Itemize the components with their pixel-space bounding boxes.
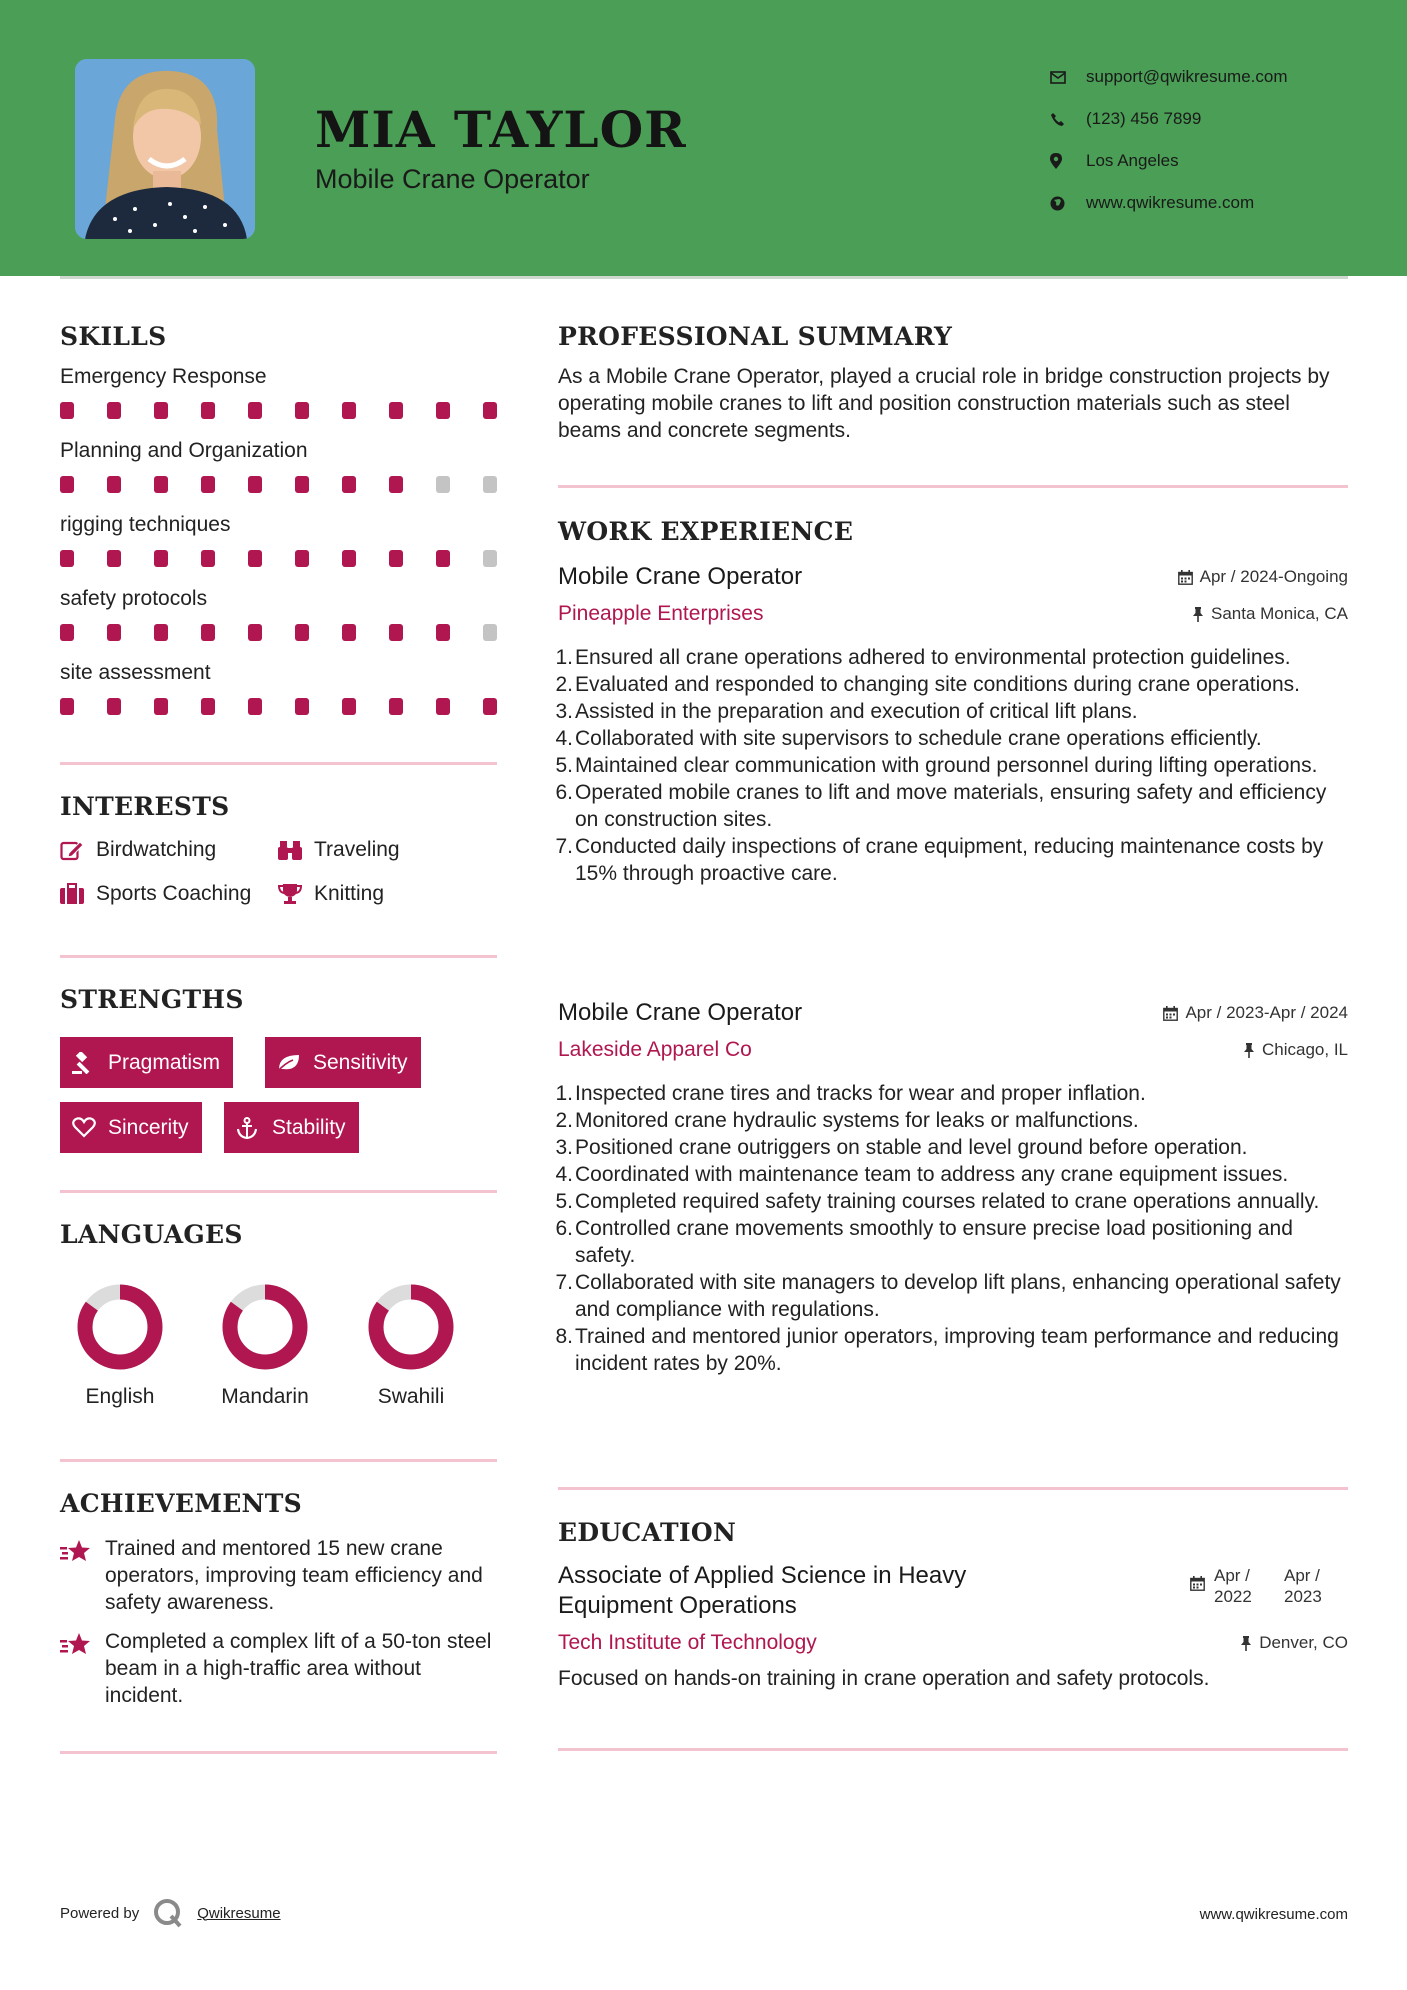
job-bullet — [555, 671, 1348, 698]
job-dates-text: Apr / 2024-Ongoing — [1199, 567, 1348, 586]
rating-dot-filled — [483, 402, 497, 419]
bullet-number: 4. — [555, 1163, 573, 1186]
calendar-icon — [1178, 570, 1193, 585]
section-divider — [558, 1748, 1348, 1751]
rating-dot-filled — [483, 698, 497, 715]
contact-phone[interactable] — [1050, 98, 1288, 140]
rating-dot-filled — [154, 550, 168, 567]
education-dates — [1190, 1565, 1326, 1607]
calendar-icon — [1163, 1006, 1178, 1021]
language-donut — [221, 1283, 309, 1371]
rating-dot-filled — [60, 402, 74, 419]
footer-url[interactable]: www.qwikresume.com — [1199, 1906, 1348, 1923]
rating-dot-filled — [389, 698, 403, 715]
interest-item — [60, 838, 216, 862]
bullet-text: Positioned crane outriggers on stable and level ground before operation. — [575, 1136, 1248, 1159]
rating-dot-filled — [201, 476, 215, 493]
header-banner — [0, 0, 1407, 276]
bullet-number: 6. — [555, 781, 573, 804]
rating-dot-filled — [60, 476, 74, 493]
calendar-icon — [1190, 1576, 1205, 1596]
star-icon — [60, 1535, 105, 1616]
skill-name: site assessment — [60, 661, 211, 684]
bullet-number: 1. — [555, 646, 573, 669]
skills-heading: SKILLS — [60, 322, 167, 351]
briefcase-icon — [60, 883, 96, 905]
contact-phone-text: (123) 456 7899 — [1086, 109, 1202, 128]
strength-badge — [60, 1102, 202, 1153]
language-name: English — [85, 1385, 155, 1408]
interest-label: Knitting — [314, 882, 385, 905]
rating-dot-filled — [248, 624, 262, 641]
rating-dot-filled — [295, 698, 309, 715]
education-text: Focused on hands-on training in crane operation and safety protocols. — [558, 1667, 1210, 1690]
skill-rating — [60, 691, 497, 735]
job-bullet — [555, 1107, 1348, 1134]
job-bullet — [555, 833, 1348, 887]
bullet-text: Ensured all crane operations adhered to environmental protection guidelines. — [575, 646, 1291, 669]
achievement-item — [60, 1535, 497, 1616]
rating-dot-filled — [201, 624, 215, 641]
phone-icon — [1050, 109, 1086, 129]
bullet-text: Controlled crane movements smoothly to ensure precise load positioning and safety. — [575, 1217, 1293, 1267]
education-entry — [558, 1561, 1348, 1692]
rating-dot-filled — [201, 550, 215, 567]
strengths-section — [60, 985, 497, 1014]
bullet-text: Monitored crane hydraulic systems for leaks or malfunctions. — [575, 1109, 1139, 1132]
education-end: Apr / 2023 — [1284, 1566, 1322, 1606]
qwikresume-link[interactable]: Qwikresume — [197, 1904, 281, 1922]
languages-heading: LANGUAGES — [60, 1220, 243, 1249]
job-bullets — [555, 1080, 1348, 1377]
summary-heading: PROFESSIONAL SUMMARY — [558, 322, 953, 351]
bullet-text: Maintained clear communication with ground personnel during lifting operations. — [575, 754, 1318, 777]
section-divider — [558, 1487, 1348, 1490]
rating-dot-empty — [483, 476, 497, 493]
section-divider — [60, 1751, 497, 1754]
skills-list — [60, 365, 497, 735]
skill-name: Planning and Organization — [60, 439, 308, 462]
section-divider — [60, 955, 497, 958]
rating-dot-filled — [248, 402, 262, 419]
contact-email-text: support@qwikresume.com — [1086, 67, 1288, 86]
achievements-section — [60, 1489, 497, 1518]
job-location — [1243, 1040, 1348, 1060]
job-bullets — [555, 644, 1348, 887]
strength-badge — [224, 1102, 359, 1153]
language-name: Swahili — [377, 1385, 445, 1408]
strength-label: Sincerity — [108, 1115, 189, 1139]
experience-heading: WORK EXPERIENCE — [558, 517, 854, 546]
qwikresume-logo-icon — [153, 1898, 183, 1928]
education-start: Apr / 2022 — [1214, 1566, 1252, 1606]
footer-powered-by — [60, 1898, 281, 1928]
bullet-number: 3. — [555, 1136, 573, 1159]
education-heading: EDUCATION — [558, 1518, 737, 1547]
profile-photo — [75, 59, 255, 239]
interest-label: Traveling — [314, 838, 400, 861]
powered-by-text: Powered by — [60, 1904, 140, 1922]
company-name: Pineapple Enterprises — [558, 602, 764, 625]
trophy-icon — [278, 883, 314, 905]
rating-dot-empty — [483, 624, 497, 641]
bullet-number: 7. — [555, 1271, 573, 1294]
rating-dot-filled — [295, 624, 309, 641]
rating-dot-filled — [201, 402, 215, 419]
summary-section — [558, 322, 1348, 444]
interest-label: Sports Coaching — [96, 882, 252, 905]
bullet-text: Conducted daily inspections of crane equipment, reducing maintenance costs by 15% through proactive care. — [575, 835, 1324, 885]
rating-dot-filled — [295, 402, 309, 419]
pushpin-icon — [1192, 607, 1204, 622]
job-bullet — [555, 1215, 1348, 1269]
education-section — [558, 1518, 1348, 1547]
bullet-text: Inspected crane tires and tracks for wear and proper inflation. — [575, 1082, 1146, 1105]
heart-icon — [72, 1117, 108, 1138]
job-entry — [555, 561, 1348, 887]
map-pin-icon — [1050, 151, 1086, 171]
interest-label: Birdwatching — [96, 838, 217, 861]
experience-section — [558, 517, 1348, 546]
job-bullet — [555, 1134, 1348, 1161]
bullet-text: Completed required safety training courses related to crane operations annually. — [575, 1190, 1320, 1213]
rating-dot-filled — [107, 550, 121, 567]
education-location-text: Denver, CO — [1259, 1633, 1348, 1652]
globe-icon — [1050, 193, 1086, 213]
language-item — [341, 1283, 481, 1409]
school-name: Tech Institute of Technology — [558, 1631, 817, 1654]
job-bullet — [555, 752, 1348, 779]
language-name: Mandarin — [221, 1385, 309, 1408]
summary-text: As a Mobile Crane Operator, played a crucial role in bridge construction projects by operating mobile cranes to lift and position construction materials such as steel beams and concrete segments. — [558, 365, 1330, 442]
job-bullet — [555, 644, 1348, 671]
rating-dot-filled — [436, 402, 450, 419]
rating-dot-filled — [107, 624, 121, 641]
binoculars-icon — [278, 839, 314, 861]
rating-dot-filled — [295, 476, 309, 493]
rating-dot-filled — [107, 402, 121, 419]
job-bullet — [555, 1161, 1348, 1188]
job-bullet — [555, 1269, 1348, 1323]
interest-item — [278, 838, 400, 862]
rating-dot-filled — [107, 698, 121, 715]
skill-rating — [60, 617, 497, 661]
bullet-number: 3. — [555, 700, 573, 723]
bullet-number: 5. — [555, 1190, 573, 1213]
rating-dot-filled — [389, 550, 403, 567]
rating-dot-filled — [248, 698, 262, 715]
language-item — [195, 1283, 335, 1409]
job-dates — [1163, 1003, 1348, 1023]
bullet-text: Operated mobile cranes to lift and move materials, ensuring safety and efficiency on construction sites. — [575, 781, 1327, 831]
rating-dot-empty — [483, 550, 497, 567]
bullet-number: 2. — [555, 673, 573, 696]
candidate-name: MIA TAYLOR — [315, 100, 687, 159]
bullet-text: Collaborated with site managers to develop lift plans, enhancing operational safety and compliance with regulations. — [575, 1271, 1341, 1321]
skills-section — [60, 322, 497, 735]
bullet-number: 5. — [555, 754, 573, 777]
education-location — [1240, 1633, 1348, 1653]
anchor-icon — [236, 1117, 272, 1139]
job-bullet — [555, 1080, 1348, 1107]
header-divider — [60, 276, 1348, 279]
rating-dot-filled — [295, 550, 309, 567]
interest-item — [60, 882, 251, 906]
pushpin-icon — [1243, 1043, 1255, 1058]
contact-website[interactable] — [1050, 182, 1288, 224]
company-name: Lakeside Apparel Co — [558, 1038, 752, 1061]
job-location-text: Chicago, IL — [1262, 1040, 1348, 1059]
job-location — [1192, 604, 1348, 624]
section-divider — [60, 1459, 497, 1462]
rating-dot-filled — [342, 550, 356, 567]
bullet-number: 4. — [555, 727, 573, 750]
bullet-number: 2. — [555, 1109, 573, 1132]
envelope-icon — [1050, 67, 1086, 87]
strength-badge — [60, 1037, 233, 1088]
achievements-heading: ACHIEVEMENTS — [60, 1489, 302, 1518]
skill-rating — [60, 395, 497, 439]
rating-dot-filled — [389, 624, 403, 641]
rating-dot-filled — [154, 698, 168, 715]
job-title: Mobile Crane Operator — [558, 563, 803, 590]
contact-list — [1050, 56, 1288, 224]
contact-email[interactable] — [1050, 56, 1288, 98]
section-divider — [558, 485, 1348, 488]
job-bullet — [555, 698, 1348, 725]
language-donut — [76, 1283, 164, 1371]
candidate-role: Mobile Crane Operator — [315, 164, 590, 194]
rating-dot-filled — [60, 698, 74, 715]
bullet-number: 6. — [555, 1217, 573, 1240]
section-divider — [60, 762, 497, 765]
star-icon — [60, 1628, 105, 1709]
bullet-text: Collaborated with site supervisors to schedule crane operations efficiently. — [575, 727, 1262, 750]
rating-dot-filled — [154, 624, 168, 641]
rating-dot-filled — [154, 476, 168, 493]
rating-dot-filled — [201, 698, 215, 715]
achievement-text: Completed a complex lift of a 50-ton steel beam in a high-traffic area without incident. — [105, 1630, 492, 1707]
skill-rating — [60, 469, 497, 513]
bullet-number: 7. — [555, 835, 573, 858]
strength-label: Sensitivity — [313, 1050, 408, 1074]
skill-rating — [60, 543, 497, 587]
languages-section — [60, 1220, 497, 1249]
rating-dot-filled — [248, 550, 262, 567]
rating-dot-filled — [60, 550, 74, 567]
gavel-icon — [72, 1052, 108, 1074]
job-bullet — [555, 1323, 1348, 1377]
job-dates — [1178, 567, 1348, 587]
rating-dot-filled — [107, 476, 121, 493]
section-divider — [60, 1190, 497, 1193]
interest-item — [278, 882, 384, 906]
strength-badge — [265, 1037, 421, 1088]
leaf-icon — [277, 1053, 313, 1073]
bullet-text: Assisted in the preparation and execution of critical lift plans. — [575, 700, 1138, 723]
skill-name: Emergency Response — [60, 365, 267, 388]
rating-dot-filled — [389, 402, 403, 419]
rating-dot-filled — [248, 476, 262, 493]
rating-dot-filled — [436, 550, 450, 567]
skill-name: safety protocols — [60, 587, 208, 610]
bullet-number: 1. — [555, 1082, 573, 1105]
strength-label: Pragmatism — [108, 1050, 221, 1074]
job-entry — [555, 997, 1348, 1377]
achievement-item — [60, 1628, 497, 1709]
interests-section — [60, 792, 497, 821]
contact-website-text: www.qwikresume.com — [1086, 193, 1255, 212]
job-location-text: Santa Monica, CA — [1210, 604, 1348, 623]
rating-dot-filled — [342, 476, 356, 493]
rating-dot-filled — [60, 624, 74, 641]
strengths-heading: STRENGTHS — [60, 985, 244, 1014]
job-dates-text: Apr / 2023-Apr / 2024 — [1185, 1003, 1348, 1022]
degree-title: Associate of Applied Science in Heavy Equipment Operations — [558, 1562, 967, 1619]
pushpin-icon — [1240, 1636, 1252, 1651]
rating-dot-filled — [389, 476, 403, 493]
strength-label: Stability — [272, 1115, 346, 1139]
rating-dot-filled — [342, 698, 356, 715]
contact-location — [1050, 140, 1288, 182]
rating-dot-filled — [342, 624, 356, 641]
job-bullet — [555, 779, 1348, 833]
interests-heading: INTERESTS — [60, 792, 230, 821]
bullet-text: Evaluated and responded to changing site conditions during crane operations. — [575, 673, 1301, 696]
bullet-number: 8. — [555, 1325, 573, 1348]
job-bullet — [555, 1188, 1348, 1215]
achievement-text: Trained and mentored 15 new crane operators, improving team efficiency and safety awareness. — [105, 1537, 483, 1614]
rating-dot-empty — [436, 476, 450, 493]
rating-dot-filled — [436, 624, 450, 641]
language-donut — [367, 1283, 455, 1371]
language-item — [50, 1283, 190, 1409]
job-bullet — [555, 725, 1348, 752]
job-title: Mobile Crane Operator — [558, 999, 803, 1026]
rating-dot-filled — [154, 402, 168, 419]
skill-name: rigging techniques — [60, 513, 231, 536]
edit-icon — [60, 839, 96, 861]
bullet-text: Coordinated with maintenance team to address any crane equipment issues. — [575, 1163, 1289, 1186]
bullet-text: Trained and mentored junior operators, improving team performance and reducing incident rates by 20%. — [575, 1325, 1339, 1375]
contact-location-text: Los Angeles — [1086, 151, 1179, 170]
rating-dot-filled — [436, 698, 450, 715]
rating-dot-filled — [342, 402, 356, 419]
